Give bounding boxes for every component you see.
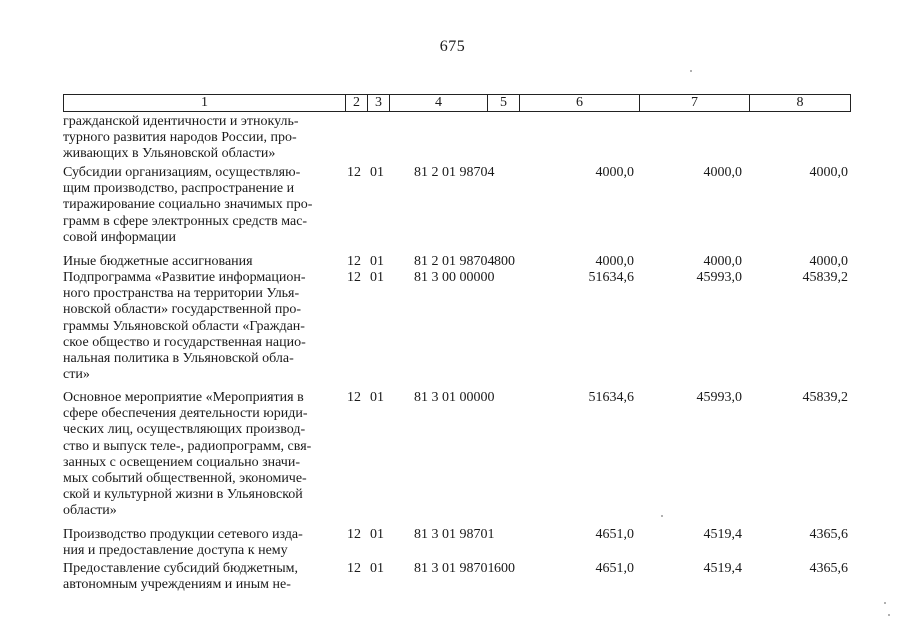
description-line: области» (63, 503, 117, 519)
cell-col-6: 4651,0 (595, 561, 634, 576)
cell-col-6: 4000,0 (595, 254, 634, 269)
cell-col-3: 01 (370, 270, 384, 285)
row-description (63, 390, 340, 520)
row-description (63, 561, 340, 593)
header-col-3: 3 (368, 95, 390, 111)
cell-col-7: 4519,4 (703, 561, 742, 576)
scan-speck (888, 614, 890, 616)
scan-speck (884, 602, 886, 604)
description-line: нальная политика в Ульяновской обла- (63, 351, 294, 367)
description-line: ской и культурной жизни в Ульяновской (63, 487, 303, 503)
header-col-8: 8 (796, 95, 804, 110)
header-col-7: 7 (640, 95, 750, 111)
cell-col-2: 12 (347, 561, 361, 576)
description-line: ния и предоставление доступа к нему (63, 543, 288, 559)
cell-col-8: 4365,6 (809, 561, 848, 576)
header-col-1: 1 (64, 95, 346, 111)
cell-col-6: 51634,6 (588, 270, 634, 285)
cell-col-6: 51634,6 (588, 390, 634, 405)
table-header-row (63, 94, 851, 112)
description-line: турного развития народов России, про- (63, 130, 297, 146)
cell-col-3: 01 (370, 165, 384, 180)
header-col-6: 6 (520, 95, 640, 111)
row-description (63, 527, 340, 559)
description-line: мых событий общественной, экономиче- (63, 471, 307, 487)
cell-col-3: 01 (370, 390, 384, 405)
cell-col-4: 81 2 01 98704 (414, 165, 495, 180)
description-line: ское общество и государственная нацио- (63, 334, 306, 350)
description-line: совой информации (63, 229, 177, 245)
cell-col-2: 12 (347, 527, 361, 542)
cell-col-6: 4000,0 (595, 165, 634, 180)
page-number: 675 (439, 38, 466, 55)
description-line: граммы Ульяновской области «Граждан- (63, 318, 305, 334)
cell-col-3: 01 (370, 561, 384, 576)
cell-col-2: 12 (347, 270, 361, 285)
cell-col-8: 4000,0 (809, 165, 848, 180)
cell-col-4: 81 3 01 00000 (414, 390, 495, 405)
description-line: ство и выпуск теле-, радиопрограмм, свя- (63, 438, 312, 454)
cell-col-8: 4000,0 (809, 254, 848, 269)
cell-col-7: 4000,0 (703, 254, 742, 269)
header-col-4: 4 (390, 95, 488, 111)
cell-col-7: 45993,0 (696, 270, 742, 285)
scan-speck (661, 515, 663, 517)
description-line: Иные бюджетные ассигнования (63, 254, 253, 269)
description-line: занных с освещением социально значи- (63, 454, 300, 470)
cell-col-4: 81 3 01 98701 (414, 527, 495, 542)
cell-col-7: 4000,0 (703, 165, 742, 180)
cell-col-3: 01 (370, 527, 384, 542)
cell-col-8: 45839,2 (802, 390, 848, 405)
description-line: грамм в сфере электронных средств мас- (63, 213, 308, 229)
description-line: Предоставление субсидий бюджетным, (63, 561, 299, 576)
cell-col-4: 81 3 00 00000 (414, 270, 495, 285)
description-line: автономным учреждениям и иным не- (63, 577, 291, 593)
row-description (63, 254, 340, 270)
description-line: Подпрограмма «Развитие информацион- (63, 270, 306, 285)
cell-col-4: 81 2 01 98704 (414, 254, 495, 269)
description-line: сти» (63, 367, 90, 383)
cell-col-5: 800 (494, 254, 515, 269)
description-line: Производство продукции сетевого изда- (63, 527, 303, 542)
cell-col-5: 600 (494, 561, 515, 576)
description-line: сфере обеспечения деятельности юриди- (63, 406, 308, 422)
description-line: ного пространства на территории Улья- (63, 286, 300, 302)
row-description (63, 270, 340, 383)
cell-col-7: 45993,0 (696, 390, 742, 405)
cell-col-4: 81 3 01 98701 (414, 561, 495, 576)
cell-col-2: 12 (347, 165, 361, 180)
row-description (63, 114, 340, 163)
cell-col-2: 12 (347, 254, 361, 269)
cell-col-3: 01 (370, 254, 384, 269)
cell-col-8: 45839,2 (802, 270, 848, 285)
description-line: новской области» государственной про- (63, 302, 302, 318)
scan-speck (690, 70, 692, 72)
description-line: тиражирование социально значимых про- (63, 197, 313, 213)
cell-col-2: 12 (347, 390, 361, 405)
description-line: живающих в Ульяновской области» (63, 146, 276, 162)
description-line: гражданской идентичности и этнокуль- (63, 114, 299, 129)
description-line: Субсидии организациям, осуществляю- (63, 165, 301, 180)
cell-col-8: 4365,6 (809, 527, 848, 542)
header-col-5: 5 (488, 95, 520, 111)
row-description (63, 165, 340, 246)
description-line: щим производство, распространение и (63, 181, 295, 197)
description-line: ческих лиц, осуществляющих производ- (63, 422, 306, 438)
cell-col-6: 4651,0 (595, 527, 634, 542)
cell-col-7: 4519,4 (703, 527, 742, 542)
header-col-2: 2 (346, 95, 368, 111)
description-line: Основное мероприятие «Мероприятия в (63, 390, 304, 405)
